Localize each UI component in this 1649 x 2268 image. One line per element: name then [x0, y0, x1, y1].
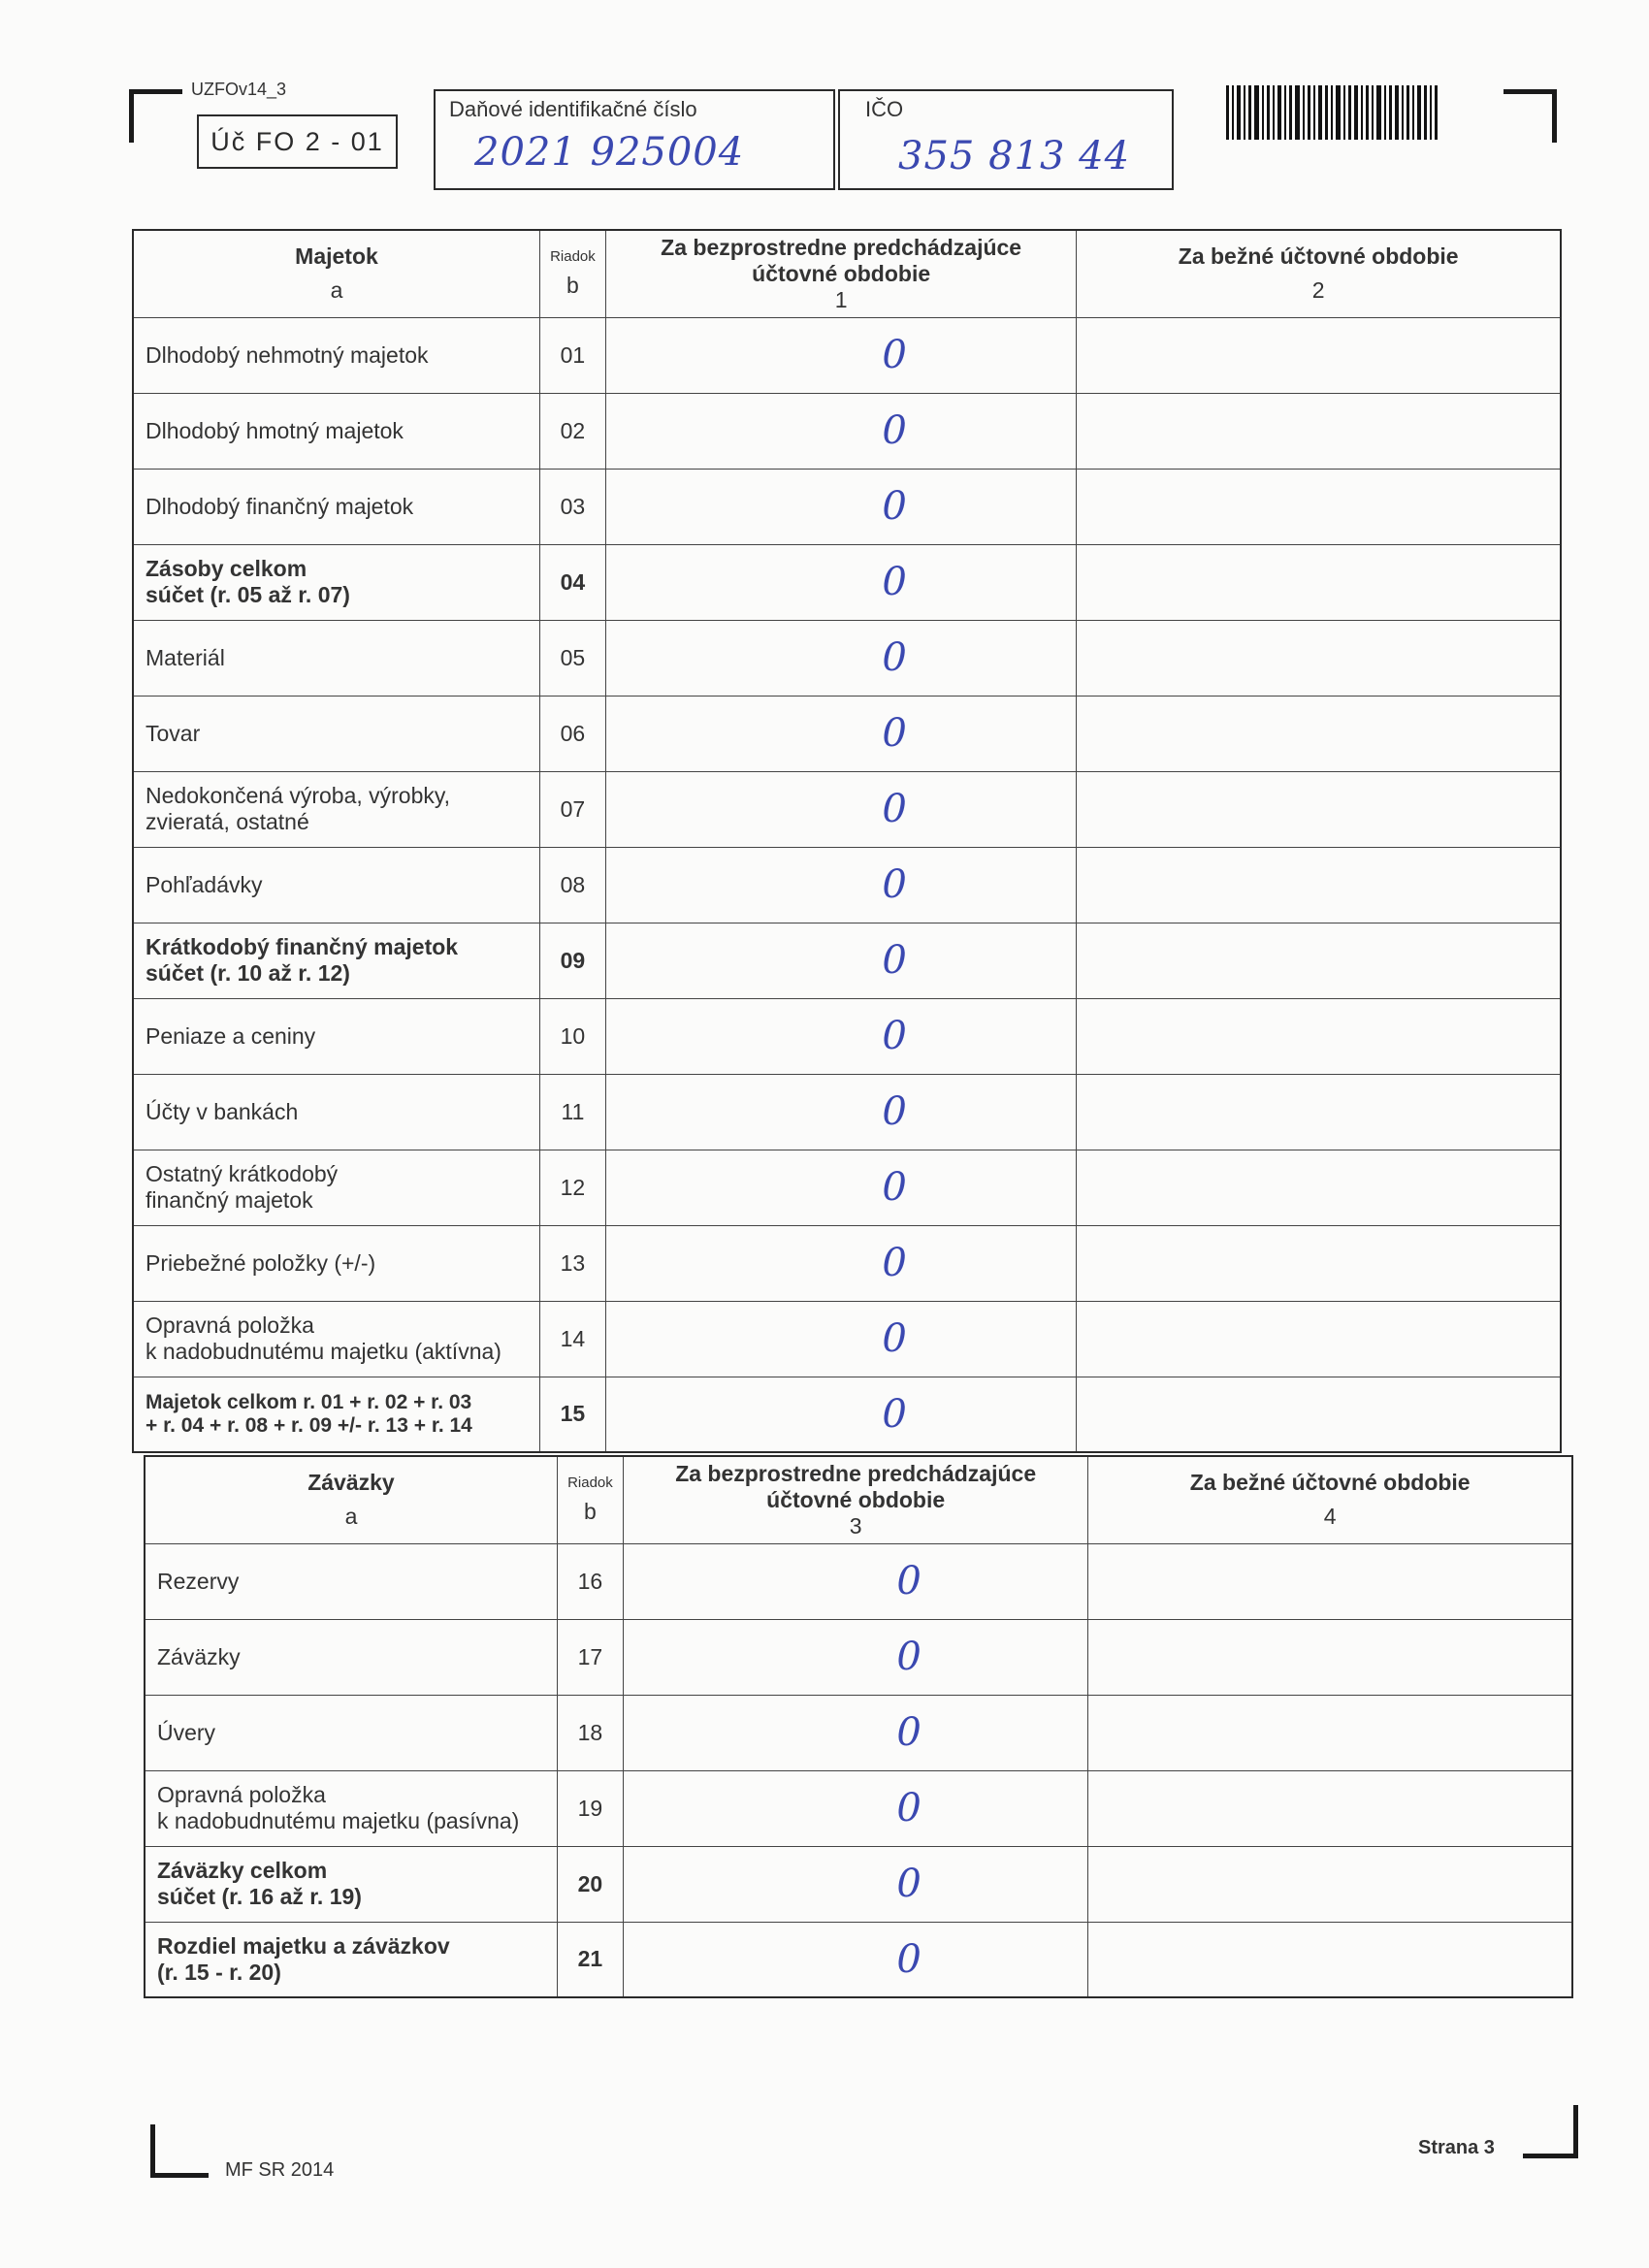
- table-row: [133, 771, 1561, 847]
- row-number: 04: [539, 544, 605, 620]
- table-row: [145, 1619, 1572, 1695]
- prev-period-value-field[interactable]: [623, 1846, 1088, 1922]
- table-row: [133, 696, 1561, 771]
- row-number: 16: [557, 1543, 623, 1619]
- footer-page-number: Strana 3: [1418, 2137, 1495, 2158]
- prev-period-value: 0: [896, 1936, 922, 1982]
- current-period-value-field[interactable]: [1077, 1150, 1561, 1225]
- prev-period-value: 0: [882, 711, 907, 756]
- row-label-line1: Zásoby celkom: [146, 556, 307, 581]
- row-label: [145, 1922, 557, 1997]
- prev-period-value-field[interactable]: [605, 998, 1076, 1074]
- prev-period-value-field[interactable]: [623, 1770, 1088, 1846]
- row-label: [145, 1770, 557, 1846]
- row-label-line1: Materiál: [146, 644, 225, 670]
- row-label: [133, 998, 539, 1074]
- current-period-value-field[interactable]: [1077, 1377, 1561, 1452]
- form-id-box: [197, 114, 398, 169]
- liabilities-col-b-header: Riadok b: [557, 1456, 623, 1543]
- table-row: [145, 1846, 1572, 1922]
- row-number: 05: [539, 620, 605, 696]
- row-label: [133, 1225, 539, 1301]
- row-label: [145, 1846, 557, 1922]
- dic-label: Daňové identifikačné číslo: [449, 97, 697, 121]
- row-label: [133, 1301, 539, 1377]
- row-label-line1: Priebežné položky (+/-): [146, 1249, 376, 1276]
- row-label-line1: Dlhodobý nehmotný majetok: [146, 341, 429, 368]
- prev-period-value: 0: [882, 408, 907, 453]
- table-row: [133, 847, 1561, 923]
- row-label-line1: Peniaze a ceniny: [146, 1022, 316, 1049]
- prev-period-value-field[interactable]: [605, 771, 1076, 847]
- prev-period-value-field[interactable]: [623, 1619, 1088, 1695]
- ico-box: [838, 89, 1174, 190]
- prev-period-value: 0: [896, 1635, 922, 1679]
- prev-period-value: 0: [882, 484, 907, 529]
- current-period-value-field[interactable]: [1077, 998, 1561, 1074]
- corner-mark-bottom-left: [150, 2124, 209, 2178]
- row-label: [133, 620, 539, 696]
- table-row: [133, 1225, 1561, 1301]
- current-period-value-field[interactable]: [1077, 393, 1561, 469]
- corner-mark-top-left: [129, 89, 182, 143]
- row-label: [133, 393, 539, 469]
- prev-period-value: 0: [882, 938, 907, 983]
- liabilities-col-a-header: Záväzky a: [145, 1456, 557, 1543]
- barcode: [1226, 85, 1459, 140]
- assets-table: [132, 229, 1562, 1453]
- current-period-value-field[interactable]: [1077, 317, 1561, 393]
- row-number: 10: [539, 998, 605, 1074]
- corner-mark-top-right: [1504, 89, 1557, 143]
- form-id: Úč FO 2 - 01: [210, 127, 384, 156]
- dic-value: 2021 925004: [474, 130, 745, 175]
- row-number: 18: [557, 1695, 623, 1770]
- row-number: 17: [557, 1619, 623, 1695]
- row-label-line1: Ostatný krátkodobý: [146, 1161, 339, 1186]
- current-period-value-field[interactable]: [1077, 771, 1561, 847]
- row-label-line2: súčet (r. 10 až r. 12): [146, 960, 350, 986]
- table-row: [133, 1150, 1561, 1225]
- row-label-line2: finančný majetok: [146, 1187, 313, 1213]
- current-period-value-field[interactable]: [1077, 544, 1561, 620]
- row-label: [133, 923, 539, 998]
- current-period-value-field[interactable]: [1088, 1922, 1572, 1997]
- assets-col-2-header: Za bežné účtovné obdobie 2: [1077, 230, 1561, 317]
- row-number: 12: [539, 1150, 605, 1225]
- row-label: [145, 1619, 557, 1695]
- prev-period-value-field[interactable]: [605, 847, 1076, 923]
- prev-period-value: 0: [896, 1559, 922, 1604]
- row-label-line1: Nedokončená výroba, výrobky,: [146, 783, 451, 808]
- liabilities-col-4-header: Za bežné účtovné obdobie 4: [1088, 1456, 1572, 1543]
- prev-period-value: 0: [882, 1316, 907, 1361]
- row-number: 08: [539, 847, 605, 923]
- row-label-line1: Záväzky: [157, 1643, 241, 1669]
- prev-period-value: 0: [896, 1710, 922, 1755]
- row-label-line1: Rezervy: [157, 1568, 240, 1594]
- row-number: 07: [539, 771, 605, 847]
- table-row: [145, 1922, 1572, 1997]
- row-label-line2: k nadobudnutému majetku (pasívna): [157, 1808, 520, 1833]
- prev-period-value-field[interactable]: [605, 1150, 1076, 1225]
- row-label-line2: (r. 15 - r. 20): [157, 1959, 281, 1985]
- row-label-line1: Účty v bankách: [146, 1098, 299, 1124]
- row-label-line1: Tovar: [146, 720, 201, 746]
- assets-col-1-header: Za bezprostredne predchádzajúce účtovné obdobie 1: [605, 230, 1076, 317]
- row-number: 11: [539, 1074, 605, 1150]
- current-period-value-field[interactable]: [1077, 1301, 1561, 1377]
- table-row: [133, 998, 1561, 1074]
- prev-period-value-field[interactable]: [605, 1074, 1076, 1150]
- row-label-line1: Pohľadávky: [146, 871, 263, 897]
- prev-period-value-field[interactable]: [623, 1922, 1088, 1997]
- prev-period-value-field[interactable]: [605, 1301, 1076, 1377]
- prev-period-value-field[interactable]: [605, 393, 1076, 469]
- row-label-line2: zvieratá, ostatné: [146, 809, 309, 834]
- row-number: 06: [539, 696, 605, 771]
- liabilities-col-3-header: Za bezprostredne predchádzajúce účtovné obdobie 3: [623, 1456, 1088, 1543]
- table-row: [133, 1377, 1561, 1452]
- row-number: 09: [539, 923, 605, 998]
- prev-period-value: 0: [882, 1391, 907, 1437]
- row-number: 03: [539, 469, 605, 544]
- row-label-line2: súčet (r. 16 až r. 19): [157, 1884, 362, 1909]
- table-row: [145, 1770, 1572, 1846]
- current-period-value-field[interactable]: [1088, 1846, 1572, 1922]
- current-period-value-field[interactable]: [1077, 620, 1561, 696]
- row-label: [133, 696, 539, 771]
- table-row: [133, 393, 1561, 469]
- row-number: 01: [539, 317, 605, 393]
- prev-period-value-field[interactable]: [605, 1377, 1076, 1452]
- prev-period-value: 0: [882, 1165, 907, 1210]
- row-number: 02: [539, 393, 605, 469]
- prev-period-value-field[interactable]: [605, 544, 1076, 620]
- row-label-line1: Opravná položka: [146, 1312, 314, 1338]
- row-label: [133, 1150, 539, 1225]
- assets-header-row: [133, 230, 1561, 317]
- current-period-value-field[interactable]: [1088, 1770, 1572, 1846]
- prev-period-value: 0: [882, 635, 907, 680]
- dic-box: [434, 89, 835, 190]
- row-label: [145, 1543, 557, 1619]
- row-number: 14: [539, 1301, 605, 1377]
- row-number: 21: [557, 1922, 623, 1997]
- row-label-line2: súčet (r. 05 až r. 07): [146, 582, 350, 607]
- prev-period-value: 0: [882, 333, 907, 377]
- table-row: [133, 544, 1561, 620]
- table-row: [133, 1301, 1561, 1377]
- assets-body: [133, 317, 1561, 1452]
- liabilities-body: [145, 1543, 1572, 1997]
- prev-period-value: 0: [882, 862, 907, 907]
- row-label-line1: Majetok celkom r. 01 + r. 02 + r. 03: [146, 1390, 472, 1413]
- row-label-line1: Opravná položka: [157, 1782, 326, 1807]
- current-period-value-field[interactable]: [1077, 847, 1561, 923]
- prev-period-value: 0: [882, 560, 907, 604]
- row-label-line2: k nadobudnutému majetku (aktívna): [146, 1339, 501, 1364]
- row-label: [133, 1074, 539, 1150]
- row-number: 13: [539, 1225, 605, 1301]
- table-row: [133, 317, 1561, 393]
- table-row: [133, 469, 1561, 544]
- row-label-line1: Rozdiel majetku a záväzkov: [157, 1932, 450, 1959]
- row-label-line1: Krátkodobý finančný majetok: [146, 934, 459, 959]
- prev-period-value-field[interactable]: [605, 469, 1076, 544]
- assets-col-b-header: Riadok b: [539, 230, 605, 317]
- table-row: [133, 620, 1561, 696]
- prev-period-value: 0: [882, 1089, 907, 1134]
- liabilities-table: [144, 1455, 1573, 1998]
- row-number: 20: [557, 1846, 623, 1922]
- prev-period-value: 0: [896, 1786, 922, 1831]
- table-row: [133, 1074, 1561, 1150]
- row-label: [133, 1377, 539, 1452]
- table-row: [145, 1543, 1572, 1619]
- liabilities-header-row: [145, 1456, 1572, 1543]
- current-period-value-field[interactable]: [1077, 696, 1561, 771]
- assets-col-a-header: Majetok a: [133, 230, 539, 317]
- row-number: 15: [539, 1377, 605, 1452]
- prev-period-value-field[interactable]: [623, 1695, 1088, 1770]
- row-label-line1: Dlhodobý hmotný majetok: [146, 417, 404, 443]
- table-row: [133, 923, 1561, 998]
- prev-period-value-field[interactable]: [623, 1543, 1088, 1619]
- row-label: [133, 469, 539, 544]
- row-label-line1: Dlhodobý finančný majetok: [146, 493, 414, 519]
- current-period-value-field[interactable]: [1088, 1543, 1572, 1619]
- current-period-value-field[interactable]: [1077, 1074, 1561, 1150]
- row-label-line1: Záväzky celkom: [157, 1858, 328, 1883]
- prev-period-value: 0: [896, 1862, 922, 1906]
- prev-period-value-field[interactable]: [605, 923, 1076, 998]
- row-label: [133, 847, 539, 923]
- current-period-value-field[interactable]: [1088, 1619, 1572, 1695]
- prev-period-value-field[interactable]: [605, 317, 1076, 393]
- current-period-value-field[interactable]: [1077, 1225, 1561, 1301]
- ico-label: IČO: [865, 97, 904, 121]
- row-label: [145, 1695, 557, 1770]
- prev-period-value-field[interactable]: [605, 1225, 1076, 1301]
- current-period-value-field[interactable]: [1077, 469, 1561, 544]
- current-period-value-field[interactable]: [1088, 1695, 1572, 1770]
- ico-value: 355 813 44: [898, 134, 1131, 178]
- row-label: [133, 771, 539, 847]
- row-label-line2: + r. 04 + r. 08 + r. 09 +/- r. 13 + r. 14: [146, 1413, 472, 1437]
- row-number: 19: [557, 1770, 623, 1846]
- row-label: [133, 317, 539, 393]
- row-label-line1: Úvery: [157, 1719, 216, 1745]
- current-period-value-field[interactable]: [1077, 923, 1561, 998]
- prev-period-value: 0: [882, 1014, 907, 1058]
- prev-period-value: 0: [882, 1241, 907, 1285]
- prev-period-value-field[interactable]: [605, 620, 1076, 696]
- form-code: UZFOv14_3: [191, 80, 287, 99]
- table-row: [145, 1695, 1572, 1770]
- prev-period-value-field[interactable]: [605, 696, 1076, 771]
- corner-mark-bottom-right: [1523, 2105, 1578, 2158]
- footer-publisher: MF SR 2014: [225, 2159, 335, 2181]
- prev-period-value: 0: [882, 787, 907, 831]
- row-label: [133, 544, 539, 620]
